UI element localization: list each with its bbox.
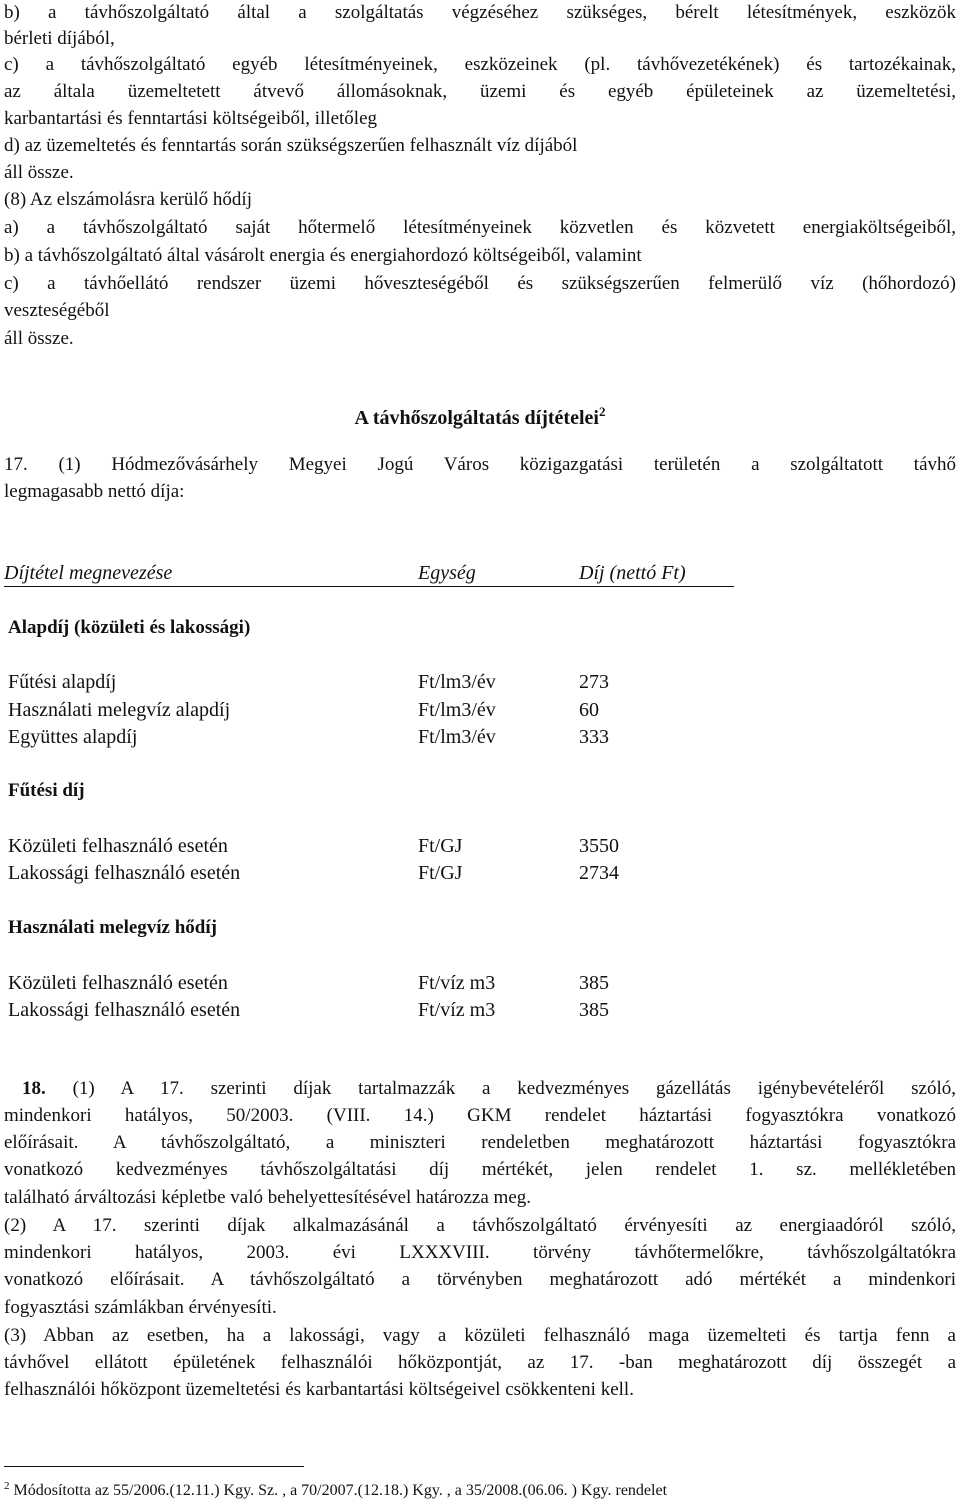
text-line: d) az üzemeltetés és fenntartás során szükségszerűen felhasznált víz díjából [4,135,578,156]
paragraph-18-line: mindenkori hatályos, 2003. évi LXXXVIII. törvény távhőtermelőkre, távhőszolgáltatókra [4,1242,956,1263]
table-group-title: Alapdíj (közületi és lakossági) [8,617,251,638]
cell-name: Használati melegvíz alapdíj [8,699,231,721]
footnote [4,1474,667,1503]
text-line: karbantartási és fenntartási költségeiből, illetőleg [4,108,378,129]
footnote-marker: 2 [4,1480,10,1492]
cell-unit: Ft/GJ [418,862,463,884]
table-row [8,697,738,723]
cell-fee: 273 [579,671,609,693]
paragraph-18-line: távhővel ellátott épületének felhasználói hőközpontját, az 17. -ban meghatározott díj összegét a [4,1352,956,1373]
table-group-title: Használati melegvíz hődíj [8,917,217,938]
footnote-text: Módosította az 55/2006.(12.11.) Kgy. Sz. , a 70/2007.(12.18.) Kgy. , a 35/2008.(06.06. ) Kgy. rendelet [9,1482,668,1499]
cell-fee: 3550 [579,835,619,857]
cell-name: Közületi felhasználó esetén [8,835,228,857]
section-title-text: A távhőszolgáltatás díjtételei [354,407,599,429]
table-row [8,669,738,695]
paragraph-18-line: vonatkozó előírásait. A távhőszolgáltató a törvényben meghatározott adó mértékét a mindenkori [4,1269,956,1290]
paragraph-18-line: felhasználói hőközpont üzemeltetési és karbantartási költségeivel csökkenteni kell. [4,1379,634,1400]
paragraph-17-line: legmagasabb nettó díja: [4,481,185,502]
text-line: (8) Az elszámolásra kerülő hődíj [4,189,252,210]
text-line: c) a távhőszolgáltató egyéb létesítményeinek, eszközeinek (pl. távhővezetékének) és tartozékainak, [4,54,956,75]
text-line: az általa üzemeltetett átvevő állomásoknak, üzemi és egyéb épületeinek az üzemeltetési, [4,81,956,102]
cell-name: Közületi felhasználó esetén [8,972,228,994]
table-header-row [4,560,734,587]
paragraph-18-line: vonatkozó kedvezményes távhőszolgáltatási díj mértékét, jelen rendelet 1. sz. mellékletében [4,1159,956,1180]
cell-unit: Ft/víz m3 [418,999,496,1021]
cell-name: Fűtési alapdíj [8,671,117,693]
text-line: c) a távhőellátó rendszer üzemi hőveszteségéből és szükségszerűen felmerülő víz (hőhordozó) [4,273,956,294]
paragraph-18-line: előírásait. A távhőszolgáltató, a miniszteri rendeletben meghatározott háztartási fogyasztókra [4,1132,956,1153]
cell-fee: 2734 [579,862,619,884]
text-line: a) a távhőszolgáltató saját hőtermelő létesítményeinek közvetlen és közvetett energiaköltségeiből, [4,217,956,238]
paragraph-number: 18. [22,1078,46,1099]
cell-name: Lakossági felhasználó esetén [8,862,241,884]
cell-fee: 333 [579,726,609,748]
footnote-ref[interactable]: 2 [598,404,606,419]
section-title [4,397,956,433]
table-row [8,860,738,886]
column-header-unit: Egység [418,562,476,584]
cell-unit: Ft/lm3/év [418,671,496,693]
paragraph-18-line: mindenkori hatályos, 50/2003. (VIII. 14.) GKM rendelet háztartási fogyasztókra vonatkozó [4,1105,956,1126]
table-row [8,833,738,859]
column-header-name: Díjtétel megnevezése [4,562,173,584]
cell-fee: 385 [579,972,609,994]
text-line: áll össze. [4,328,74,349]
table-row [8,997,738,1023]
table-row [8,724,738,750]
cell-fee: 385 [579,999,609,1021]
cell-name: Együttes alapdíj [8,726,138,748]
paragraph-17-line: 17. (1) Hódmezővásárhely Megyei Jogú Város közigazgatási területén a szolgáltatott távhő [4,454,956,475]
paragraph-18-line: (2) A 17. szerinti díjak alkalmazásánál a távhőszolgáltató érvényesíti az energiaadóról szóló, [4,1215,956,1236]
paragraph-18-first-line [22,1076,956,1102]
paragraph-18-line: (3) Abban az esetben, ha a lakossági, vagy a közületi felhasználó maga üzemelteti és tartja fenn a [4,1325,956,1346]
cell-unit: Ft/GJ [418,835,463,857]
text-line: b) a távhőszolgáltató által vásárolt energia és energiahordozó költségeiből, valamint [4,245,642,266]
cell-name: Lakossági felhasználó esetén [8,999,241,1021]
column-header-fee: Díj (nettó Ft) [579,562,686,584]
footnote-divider [4,1466,304,1467]
text-line: veszteségéből [4,300,110,321]
paragraph-18-text: (1) A 17. szerinti díjak tartalmazzák a kedvezményes gázellátás igénybevételéről szóló, [45,1078,956,1099]
text-line: áll össze. [4,162,74,183]
table-group-title: Fűtési díj [8,780,85,801]
cell-unit: Ft/víz m3 [418,972,496,994]
cell-unit: Ft/lm3/év [418,699,496,721]
text-line: b) a távhőszolgáltató által a szolgáltatás végzéséhez szükséges, bérelt létesítmények, eszközök [4,2,956,23]
cell-unit: Ft/lm3/év [418,726,496,748]
text-line: bérleti díjából, [4,28,115,49]
paragraph-18-line: fogyasztási számlákban érvényesíti. [4,1297,277,1318]
paragraph-18-line: található árváltozási képletbe való behelyettesítésével határozza meg. [4,1187,531,1208]
table-row [8,970,738,996]
cell-fee: 60 [579,699,599,721]
